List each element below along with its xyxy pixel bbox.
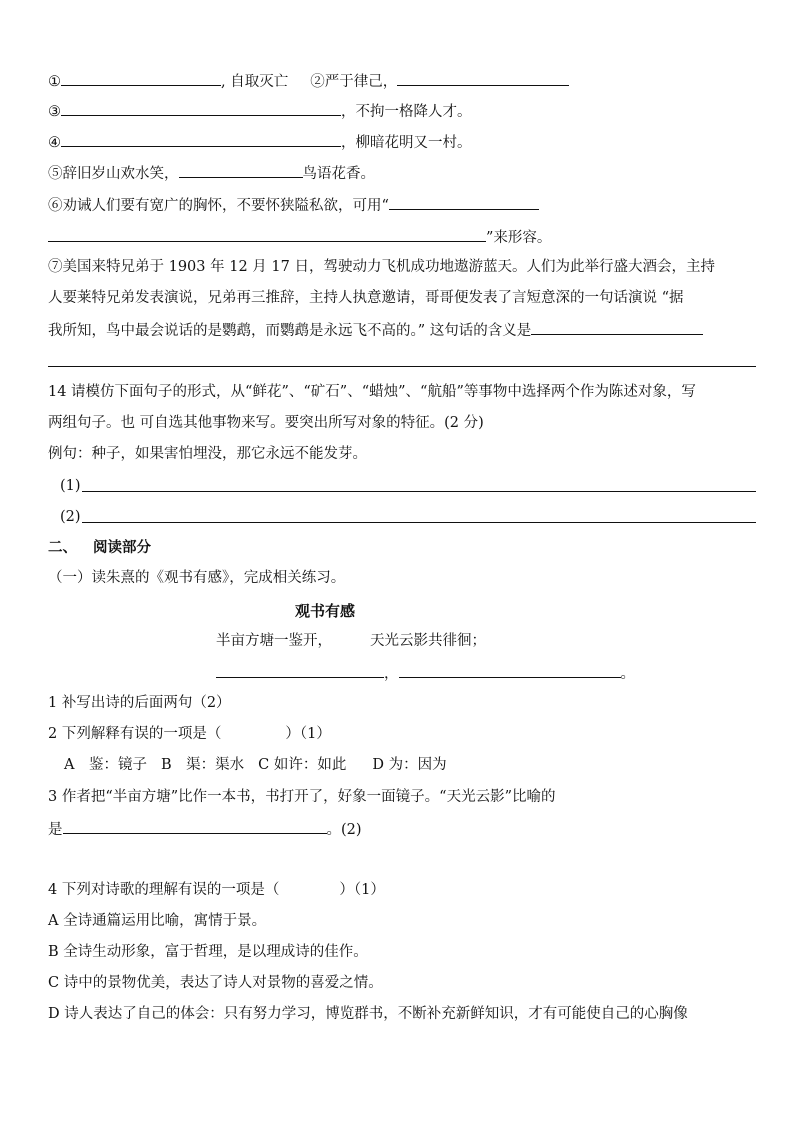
- reading-question-3-score: 。(2): [326, 822, 362, 838]
- option-d: D 诗人表达了自己的体会：只有努力学习，博览群书，不断补充新鲜知识，才有可能使自己的心胸像: [48, 1006, 688, 1022]
- question-6-suffix: ”来形容。: [486, 230, 552, 246]
- section-number: 二、: [48, 539, 77, 556]
- question-4-text: ，柳暗花明又一村。: [341, 135, 472, 151]
- question-5-suffix: 鸟语花香。: [302, 166, 375, 182]
- option-c: C 诗中的景物优美，表达了诗人对景物的喜爱之情。: [48, 975, 383, 991]
- question-2-text: 严于律己，: [324, 74, 398, 90]
- reading-question-2-text: 2 下列解释有误的一项是（: [48, 726, 222, 742]
- poem-line-1b: 天光云影共徘徊；: [370, 633, 486, 649]
- answer-blank[interactable]: [61, 100, 341, 116]
- answer-blank[interactable]: [399, 662, 621, 678]
- reading-question-2-options: [64, 755, 447, 775]
- answer-line[interactable]: [48, 366, 756, 367]
- example-sentence: 例句：种子，如果害怕埋没，那它永远不能发芽。: [48, 446, 367, 462]
- poem-comma: ，: [384, 666, 399, 682]
- question-7-line-3: [48, 319, 703, 341]
- reading-question-3-line-2: [48, 818, 362, 840]
- question-7-text: 我所知，鸟中最会说话的是鹦鹉，而鹦鹉是永远飞不高的。” 这句话的含义是: [48, 323, 532, 339]
- option-b: B 全诗生动形象，富于哲理，是以理成诗的佳作。: [48, 944, 368, 960]
- answer-blank[interactable]: [216, 662, 384, 678]
- section-title: 阅读部分: [93, 539, 151, 556]
- reading-question-2-score: ）（1）: [285, 726, 331, 742]
- answer-item-2-label: (2): [60, 509, 81, 525]
- question-7-line-1: ⑦美国来特兄弟于 1903 年 12 月 17 日，驾驶动力飞机成功地遨游蓝天。人们为此举行盛大酒会，主持: [48, 259, 715, 275]
- answer-blank[interactable]: [397, 70, 569, 86]
- poem-line-1a: 半亩方塘一鉴开，: [216, 633, 332, 649]
- answer-blank[interactable]: [389, 194, 539, 210]
- option-d: D 为：因为: [372, 757, 447, 773]
- question-3-line: [48, 100, 472, 122]
- answer-item-1-label: (1): [60, 478, 81, 494]
- question-4-number: ④: [48, 135, 61, 151]
- answer-blank[interactable]: [48, 226, 486, 242]
- option-a: A 全诗通篇运用比喻，寓情于景。: [48, 913, 267, 929]
- question-3-text: ，不拘一格降人才。: [341, 104, 472, 120]
- question-1-text: , 自取灭亡: [221, 74, 289, 90]
- poem-period: 。: [620, 666, 635, 682]
- question-2-number: ②: [310, 74, 325, 90]
- reading-question-2: [48, 724, 331, 744]
- reading-question-3-prefix: 是: [48, 822, 63, 838]
- question-4-line: [48, 131, 472, 153]
- answer-blank[interactable]: [63, 818, 327, 834]
- answer-blank[interactable]: [61, 131, 341, 147]
- poem-line-2-blanks: [216, 662, 635, 684]
- question-14-line-2: 两组句子。也 可自选其他事物来写。要突出所写对象的特征。(2 分): [48, 415, 484, 431]
- option-b: B 渠：渠水: [160, 757, 245, 773]
- reading-question-4-text: 4 下列对诗歌的理解有误的一项是（: [48, 882, 280, 898]
- question-6-line-1: [48, 194, 539, 216]
- question-7-line-2: 人要莱特兄弟发表演说，兄弟再三推辞，主持人执意邀请，哥哥便发表了言短意深的一句话演说 “据: [48, 290, 684, 306]
- poem-line-1: [216, 631, 486, 651]
- question-1-number: ①: [48, 74, 61, 90]
- option-c: C 如许：如此: [258, 757, 347, 773]
- question-6-text: ⑥劝诫人们要有宽广的胸怀，不要怀狭隘私欲，可用“: [48, 198, 389, 214]
- poem-title: 观书有感: [295, 602, 356, 620]
- question-3-number: ③: [48, 104, 61, 120]
- section-heading: [48, 538, 151, 558]
- answer-line[interactable]: [82, 522, 756, 523]
- question-5-prefix: ⑤辞旧岁山欢水笑，: [48, 166, 179, 182]
- reading-question-4-score: ）（1）: [339, 882, 385, 898]
- answer-blank[interactable]: [61, 70, 221, 86]
- question-6-line-2: [48, 226, 551, 248]
- question-5-line: [48, 162, 375, 184]
- option-a: A 鉴：镜子: [64, 757, 147, 773]
- question-14-line-1: 14 请模仿下面句子的形式，从“鲜花”、“矿石”、“蜡烛”、“航船”等事物中选择两个作为陈述对象，写: [48, 384, 696, 400]
- answer-blank[interactable]: [179, 162, 303, 178]
- answer-blank[interactable]: [531, 319, 703, 335]
- reading-question-3-line-1: 3 作者把“半亩方塘”比作一本书，书打开了，好象一面镜子。“天光云影”比喻的: [48, 789, 556, 805]
- reading-part-1-instruction: （一）读朱熹的《观书有感》，完成相关练习。: [48, 570, 346, 586]
- question-1-line: [48, 70, 569, 92]
- answer-line[interactable]: [82, 491, 756, 492]
- reading-question-1: 1 补写出诗的后面两句（2）: [48, 695, 231, 711]
- reading-question-4: [48, 880, 385, 900]
